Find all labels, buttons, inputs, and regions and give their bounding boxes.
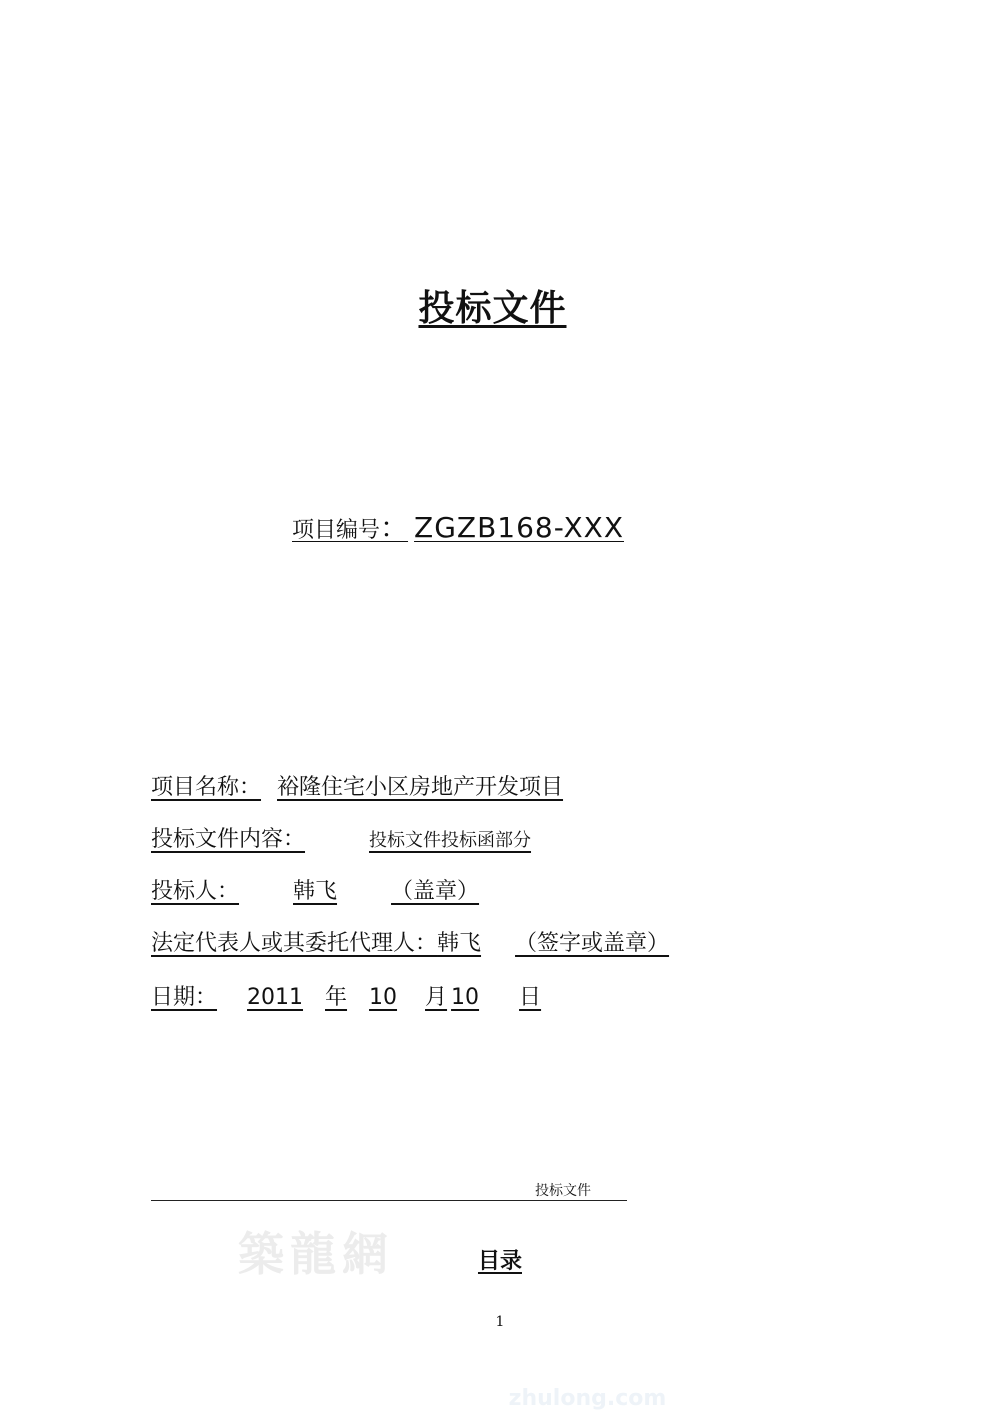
date-month-unit: 月 [425, 985, 448, 1010]
legal-rep-note: （签字或盖章） [515, 931, 670, 956]
project-number [292, 506, 624, 546]
bid-content-label: 投标文件内容： [151, 827, 306, 852]
bid-content-line [151, 825, 567, 856]
document-title: 投标文件 [418, 288, 567, 329]
bidder-label: 投标人： [151, 879, 240, 904]
bid-content-value: 投标文件投标函部分 [369, 830, 532, 851]
project-name-value: 裕隆住宅小区房地产开发项目 [277, 775, 564, 800]
bidder-seal-note: （盖章） [391, 879, 480, 904]
zhulong-watermark: 築龍網 [238, 1227, 394, 1281]
page-number: 1 [495, 1314, 505, 1330]
project-number-label: 项目编号 [292, 518, 381, 543]
project-name-line [151, 773, 563, 803]
bidder-line [151, 877, 523, 907]
date-label: 日期： [151, 985, 218, 1010]
date-year-unit: 年 [325, 985, 348, 1010]
project-name-label: 项目名称： [151, 775, 262, 800]
date-year: 2011 [247, 985, 304, 1010]
site-watermark: zhulong.com [508, 1386, 667, 1411]
legal-rep-label: 法定代表人或其委托代理人： [151, 931, 438, 956]
legal-rep-value: 韩飞 [437, 931, 482, 956]
project-number-colon: ： [380, 511, 409, 544]
date-month: 10 [369, 985, 398, 1010]
date-day-unit: 日 [519, 985, 542, 1010]
running-header [151, 1180, 627, 1201]
running-header-text: 投标文件 [535, 1183, 591, 1199]
project-number-value: ZGZB168-XXX [414, 511, 624, 544]
date-day: 10 [451, 985, 480, 1010]
bidder-value: 韩飞 [293, 879, 338, 904]
legal-rep-line [151, 929, 683, 959]
toc-heading: 目录 [477, 1249, 522, 1274]
date-line [151, 983, 541, 1013]
